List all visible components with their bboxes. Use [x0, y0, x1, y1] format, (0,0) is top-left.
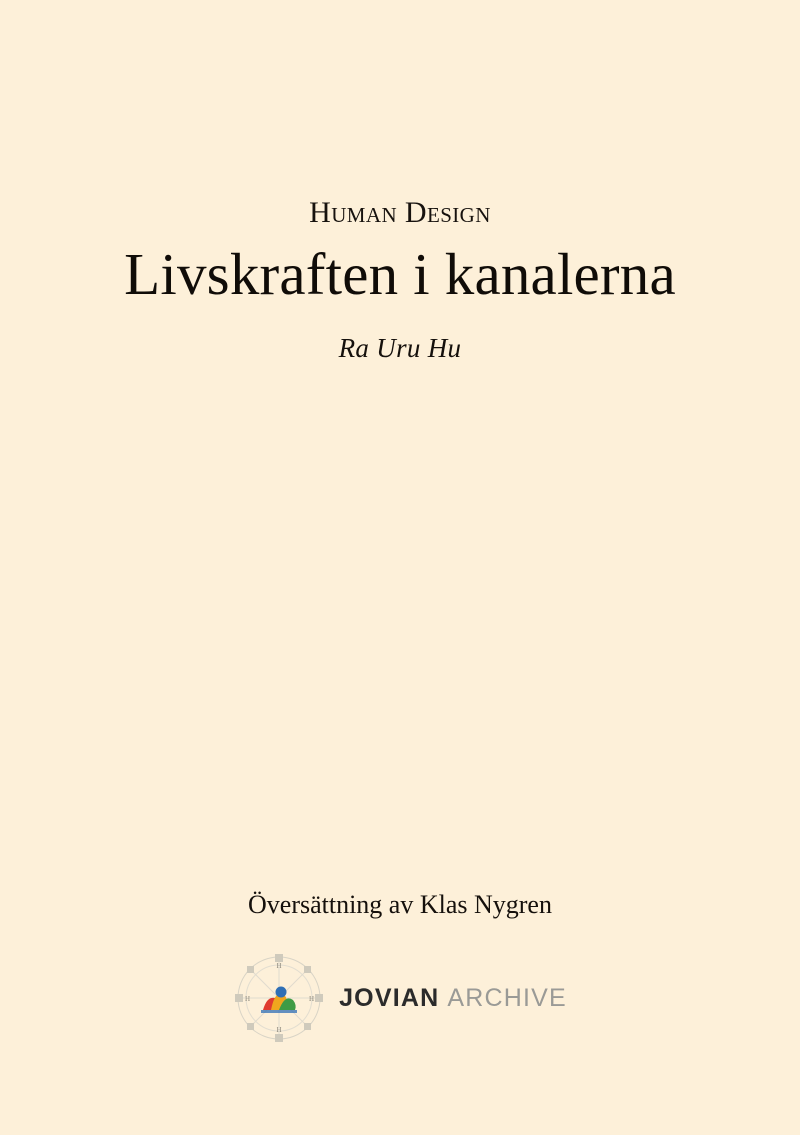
title-block: [0, 196, 800, 364]
publisher-name: [339, 984, 567, 1013]
svg-text:H: H: [276, 1026, 282, 1034]
svg-text:H: H: [245, 995, 251, 1003]
series-label: Human Design: [309, 196, 491, 229]
publisher-block: [0, 952, 800, 1044]
publisher-name-secondary: ARCHIVE: [447, 983, 567, 1012]
author-name: Ra Uru Hu: [338, 333, 462, 364]
page-title: Livskraften i kanalerna: [124, 241, 676, 307]
svg-text:H: H: [309, 995, 315, 1003]
publisher-name-primary: JOVIAN: [339, 983, 440, 1012]
jovian-mandala-icon: [233, 952, 325, 1044]
svg-text:H: H: [276, 962, 282, 970]
translator-credit: Översättning av Klas Nygren: [248, 890, 552, 919]
